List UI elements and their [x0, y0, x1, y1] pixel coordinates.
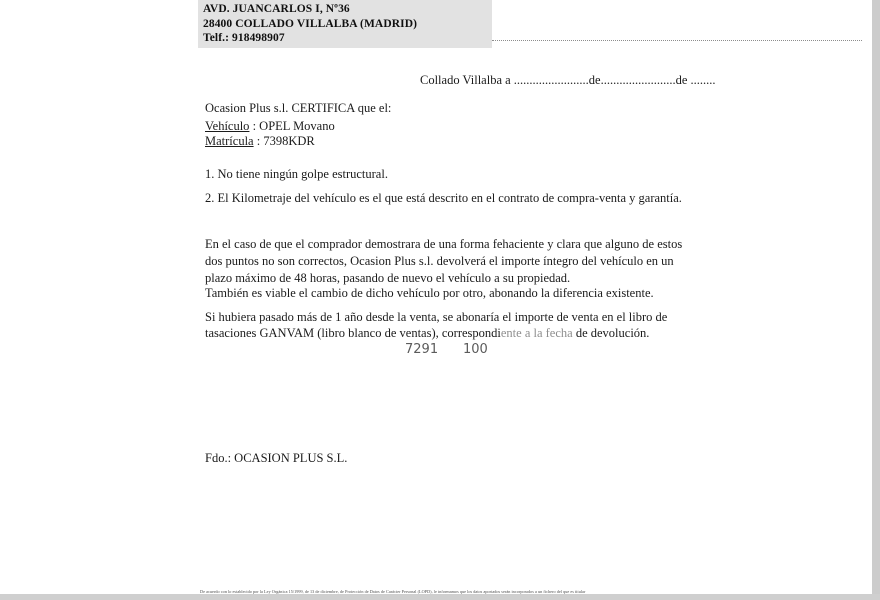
- letterhead-city-line: 28400 COLLADO VILLALBA (MADRID): [203, 17, 418, 30]
- clause-point-1: 1. No tiene ningún golpe estructural.: [205, 167, 388, 181]
- plate-value: : 7398KDR: [256, 134, 315, 148]
- letterhead-address-line: AVD. JUANCARLOS I, Nº36: [203, 3, 350, 15]
- paragraph-ganvam-faded: ente a la fecha: [500, 326, 573, 340]
- letterhead: [203, 2, 417, 46]
- plate-label: Matrícula: [205, 134, 254, 148]
- date-line: Collado Villalba a ........................de........................de ........: [420, 73, 716, 87]
- letterhead-phone-line: Telf.: 918498907: [203, 32, 285, 44]
- certifica-line: Ocasion Plus s.l. CERTIFICA que el:: [205, 101, 392, 115]
- scan-edge-bottom: [0, 594, 880, 600]
- paragraph-ganvam-start: Si hubiera pasado más de 1 año desde la venta, se abonaría el importe de venta en el libro de tasaciones GANVAM (libro blanco de ventas), correspondi: [205, 310, 668, 340]
- plate-row: [205, 133, 315, 149]
- paragraph-ganvam: [205, 309, 685, 341]
- vehicle-row: [205, 118, 335, 134]
- header-divider: [492, 40, 862, 41]
- paragraph-exchange: También es viable el cambio de dicho vehículo por otro, abonando la diferencia existente.: [205, 286, 654, 300]
- clause-point-2: 2. El Kilometraje del vehículo es el que está descrito en el contrato de compra-venta y garantía.: [205, 191, 682, 205]
- vehicle-label: Vehículo: [205, 119, 250, 133]
- paragraph-ganvam-end: de devolución.: [572, 326, 650, 340]
- vehicle-value: : OPEL Movano: [252, 119, 335, 133]
- signature-line: Fdo.: OCASION PLUS S.L.: [205, 451, 348, 465]
- paragraph-refund: En el caso de que el comprador demostrara de una forma fehaciente y clara que alguno de estos dos puntos no son correctos, Ocasion Plus s.l. devolverá el importe íntegro del vehículo en un plazo máximo de 48 horas, pasando de nuevo el vehículo a su propiedad.: [205, 237, 683, 285]
- legal-notice: De acuerdo con lo establecido por la Ley Orgánica 15/1999, de 13 de diciembre, de Protección de Datos de Carácter Personal (LOPD), le informamos que los datos aportados serán incorporados a un fichero del que es titular: [200, 589, 586, 594]
- handwritten-value-2: 100: [463, 342, 488, 357]
- handwritten-value-1: 7291: [405, 342, 439, 357]
- scan-edge-right: [872, 0, 880, 600]
